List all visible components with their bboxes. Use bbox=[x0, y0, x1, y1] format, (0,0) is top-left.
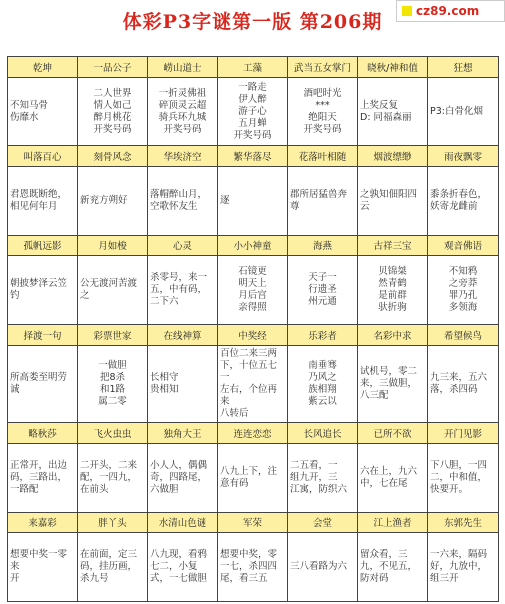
riddle-line: 想要中奖，零 bbox=[220, 549, 278, 561]
riddle-cell bbox=[78, 345, 148, 423]
riddle-line: 月后宫 bbox=[238, 290, 267, 301]
riddle-cell bbox=[148, 345, 218, 423]
riddle-line: 朝披梦泽云笠 bbox=[10, 278, 68, 289]
riddle-cell bbox=[78, 256, 148, 325]
riddle-line: 在前头 bbox=[80, 483, 109, 495]
riddle-line: 明天上 bbox=[238, 278, 267, 289]
riddle-line: 石镜更 bbox=[238, 266, 267, 277]
riddle-line: 组九开，三 bbox=[290, 471, 338, 483]
riddle-cell bbox=[8, 77, 78, 146]
riddle-row bbox=[8, 167, 499, 236]
riddle-line: 之旁莽 bbox=[448, 278, 478, 289]
riddle-line: 所高娄至明劳 bbox=[10, 371, 68, 383]
riddle-line: 不知马骨 bbox=[10, 99, 49, 111]
author-name: 来嘉彩 bbox=[8, 512, 78, 533]
riddle-line: 二下六 bbox=[150, 296, 179, 307]
author-name: 择渡一句 bbox=[8, 324, 78, 345]
author-row bbox=[8, 512, 499, 533]
riddle-line: 开奖号码 bbox=[233, 129, 272, 141]
riddle-line: 正常开，出边 bbox=[10, 459, 68, 471]
riddle-cell bbox=[8, 345, 78, 423]
riddle-line: 黍条折春色， bbox=[430, 188, 488, 200]
riddle-cell bbox=[218, 345, 288, 423]
riddle-cell bbox=[428, 77, 499, 146]
author-name: 古祥三宝 bbox=[358, 235, 428, 256]
riddle-line: 下，十位五七一 bbox=[220, 359, 278, 383]
riddle-cell bbox=[288, 256, 358, 325]
riddle-line: 在前面，定三 bbox=[80, 549, 138, 561]
riddle-cell bbox=[218, 77, 288, 146]
riddle-line: 小人人，偶偶 bbox=[150, 459, 208, 471]
riddle-line: 逐 bbox=[220, 194, 230, 206]
riddle-line: 诚 bbox=[10, 383, 20, 395]
riddle-line: 把8杀 bbox=[99, 371, 126, 383]
riddle-cell bbox=[148, 167, 218, 236]
riddle-line: 相见何年月 bbox=[10, 200, 58, 212]
riddle-line: 君恩既断绝， bbox=[10, 188, 68, 200]
riddle-line: 州元通 bbox=[308, 296, 337, 307]
riddle-line: 酒吧时光 bbox=[303, 87, 342, 99]
author-name: 胖丫头 bbox=[78, 512, 148, 533]
riddle-cell bbox=[358, 256, 428, 325]
riddle-cell bbox=[358, 77, 428, 146]
riddle-line: 天子一 bbox=[308, 272, 337, 283]
riddle-line: 杀零号，来一 bbox=[150, 272, 208, 283]
site-watermark[interactable] bbox=[396, 0, 505, 22]
riddle-line: 式，一七做胆 bbox=[150, 573, 208, 585]
riddle-cell bbox=[8, 444, 78, 513]
riddle-line: 五月蝉 bbox=[238, 117, 267, 129]
riddle-line: 好，九放中， bbox=[430, 561, 488, 573]
author-name: 长风追长 bbox=[288, 423, 358, 444]
riddle-line: 钓 bbox=[10, 290, 20, 301]
riddle-line: 开奖号码 bbox=[93, 123, 132, 135]
riddle-line: 新兖方朔好 bbox=[80, 194, 128, 206]
riddle-cell bbox=[428, 256, 499, 325]
riddle-line: 之孰知佃阳四 bbox=[360, 188, 418, 200]
riddle-line: 族相翔 bbox=[308, 383, 337, 395]
riddle-grid-body bbox=[8, 57, 499, 602]
author-name: 独角大王 bbox=[148, 423, 218, 444]
riddle-line: 防对码 bbox=[360, 573, 389, 585]
riddle-line: 郡所居猛兽奔 bbox=[290, 188, 348, 200]
riddle-row bbox=[8, 533, 499, 602]
author-name: 叫落百心 bbox=[8, 146, 78, 167]
square-icon bbox=[402, 6, 412, 16]
author-name: 飞火虫虫 bbox=[78, 423, 148, 444]
riddle-line: 落，杀四码 bbox=[430, 383, 478, 395]
author-name: 开门见影 bbox=[428, 423, 499, 444]
author-row bbox=[8, 423, 499, 444]
riddle-line: P3:白骨化烟 bbox=[430, 105, 483, 117]
riddle-line: 和1路 bbox=[99, 383, 126, 395]
author-name: 会堂 bbox=[288, 512, 358, 533]
riddle-line: 八三配 bbox=[360, 389, 389, 401]
riddle-line: 行遗圣 bbox=[308, 284, 337, 295]
riddle-line: 来，三做胆， bbox=[360, 377, 418, 389]
riddle-line: 留众看，三 bbox=[360, 549, 408, 561]
riddle-line: 落帽醉山月， bbox=[150, 188, 208, 200]
riddle-line: 贵相知 bbox=[150, 383, 179, 395]
riddle-cell bbox=[148, 256, 218, 325]
riddle-row bbox=[8, 77, 499, 146]
riddle-line: 云 bbox=[360, 200, 370, 212]
author-name: 小小神童 bbox=[218, 235, 288, 256]
riddle-line: 八九上下，注 bbox=[220, 465, 278, 477]
riddle-cell bbox=[78, 533, 148, 602]
riddle-line: 游子心 bbox=[238, 105, 267, 117]
riddle-cell bbox=[428, 345, 499, 423]
riddle-cell bbox=[358, 533, 428, 602]
riddle-line: 组三开 bbox=[430, 573, 459, 585]
riddle-line: *** bbox=[315, 99, 330, 111]
riddle-line: 意有码 bbox=[220, 477, 249, 489]
riddle-line: 杀九号 bbox=[80, 573, 109, 585]
riddle-line: 百位二来三两 bbox=[220, 347, 278, 359]
riddle-cell bbox=[8, 167, 78, 236]
riddle-line: 码，挂历画， bbox=[80, 561, 138, 573]
author-name: 在线神算 bbox=[148, 324, 218, 345]
riddle-line: 五，中有码， bbox=[150, 284, 208, 295]
riddle-cell bbox=[148, 77, 218, 146]
riddle-line: 试机号，零二 bbox=[360, 365, 418, 377]
riddle-line: 下八胆，一四 bbox=[430, 459, 488, 471]
riddle-cell bbox=[218, 533, 288, 602]
riddle-line: 二人世界 bbox=[93, 87, 132, 99]
author-name: 花落叶相随 bbox=[288, 146, 358, 167]
riddle-line: 之 bbox=[80, 290, 90, 301]
author-name: 孤帆远影 bbox=[8, 235, 78, 256]
author-name: 彩票世家 bbox=[78, 324, 148, 345]
riddle-line: 尾，看三五 bbox=[220, 573, 268, 585]
riddle-line: 属二零 bbox=[98, 395, 127, 407]
riddle-line: 码，三路出， bbox=[10, 471, 68, 483]
riddle-cell bbox=[78, 77, 148, 146]
riddle-line: 开奖号码 bbox=[303, 123, 342, 135]
riddle-line: 一路配 bbox=[10, 483, 39, 495]
riddle-grid bbox=[7, 56, 499, 602]
riddle-line: 想要中奖一零 bbox=[10, 549, 68, 561]
riddle-line: 紫云以 bbox=[308, 395, 337, 407]
author-name: 名彩中求 bbox=[358, 324, 428, 345]
riddle-line: 开奖号码 bbox=[163, 123, 202, 135]
riddle-line: 不知鸦 bbox=[448, 266, 478, 277]
riddle-line: 亲得照 bbox=[238, 302, 267, 313]
riddle-line: 尊 bbox=[290, 200, 300, 212]
author-name: 一品公子 bbox=[78, 57, 148, 78]
riddle-line: 贝锦桀 bbox=[378, 266, 407, 277]
author-name: 华埃济空 bbox=[148, 146, 218, 167]
riddle-line: 八九现，看鸦 bbox=[150, 549, 208, 561]
riddle-line: 一路走 bbox=[238, 81, 267, 93]
page-title: 体彩P3字谜第一版 第206期 bbox=[122, 11, 383, 33]
author-name: 江上渔者 bbox=[358, 512, 428, 533]
riddle-line: 一六来，隔码 bbox=[430, 549, 488, 561]
riddle-row bbox=[8, 256, 499, 325]
riddle-line: 三八看路为六 bbox=[290, 561, 348, 573]
riddle-line: 八转后 bbox=[220, 407, 249, 419]
author-name: 雨夜飘零 bbox=[428, 146, 499, 167]
riddle-cell bbox=[358, 444, 428, 513]
riddle-line: 空歌怀友生 bbox=[150, 200, 198, 212]
riddle-cell bbox=[428, 167, 499, 236]
author-name: 连连恋恋 bbox=[218, 423, 288, 444]
riddle-cell bbox=[78, 444, 148, 513]
riddle-line: 驮折驹 bbox=[378, 302, 407, 313]
riddle-line: 长相守 bbox=[150, 371, 179, 383]
riddle-line: 七二，小复 bbox=[150, 561, 198, 573]
riddle-line: 二开头，二来 bbox=[80, 459, 138, 471]
author-name: 军荣 bbox=[218, 512, 288, 533]
riddle-line: 配，一四九， bbox=[80, 471, 138, 483]
riddle-line: 乃风之 bbox=[308, 371, 337, 383]
riddle-line: 中，七在尾 bbox=[360, 477, 408, 489]
riddle-line: 九，不见五， bbox=[360, 561, 418, 573]
author-name: 工藻 bbox=[218, 57, 288, 78]
riddle-cell bbox=[218, 167, 288, 236]
riddle-line: 伊人醉 bbox=[238, 93, 267, 105]
author-name: 观音佛语 bbox=[428, 235, 499, 256]
riddle-line: 多领海 bbox=[448, 302, 478, 313]
riddle-cell bbox=[8, 533, 78, 602]
riddle-line: 六做胆 bbox=[150, 483, 179, 495]
author-name: 希望候鸟 bbox=[428, 324, 499, 345]
riddle-cell bbox=[288, 533, 358, 602]
author-name: 月如梭 bbox=[78, 235, 148, 256]
riddle-line: 快要开。 bbox=[430, 483, 469, 495]
riddle-line: 二五看，一 bbox=[290, 459, 338, 471]
author-name: 水清山色谜 bbox=[148, 512, 218, 533]
author-row bbox=[8, 146, 499, 167]
riddle-cell bbox=[218, 444, 288, 513]
riddle-line: 江寓，防织六 bbox=[290, 483, 348, 495]
riddle-cell bbox=[428, 444, 499, 513]
author-name: 乾坤 bbox=[8, 57, 78, 78]
author-name: 海燕 bbox=[288, 235, 358, 256]
author-name: 刻骨风念 bbox=[78, 146, 148, 167]
riddle-line: 一折灵佛祖 bbox=[158, 87, 207, 99]
author-name: 武当五女掌门 bbox=[288, 57, 358, 78]
riddle-line: 碎顶灵云超 bbox=[158, 99, 207, 111]
riddle-cell bbox=[148, 444, 218, 513]
riddle-line: 公无渡河苦渡 bbox=[80, 278, 138, 289]
riddle-line: 奇，四路尾， bbox=[150, 471, 208, 483]
riddle-row bbox=[8, 444, 499, 513]
riddle-line: 上奖反复 bbox=[360, 99, 399, 111]
riddle-line: 一做胆 bbox=[98, 359, 127, 371]
riddle-cell bbox=[288, 77, 358, 146]
author-row bbox=[8, 57, 499, 78]
riddle-line: 左右，个位再来 bbox=[220, 383, 278, 407]
author-name: 中奖经 bbox=[218, 324, 288, 345]
riddle-cell bbox=[288, 167, 358, 236]
riddle-cell bbox=[288, 345, 358, 423]
riddle-line: 来 bbox=[10, 561, 20, 573]
riddle-line: 情人如己 bbox=[93, 99, 132, 111]
author-name: 烟波缥缈 bbox=[358, 146, 428, 167]
author-name: 东郭先生 bbox=[428, 512, 499, 533]
riddle-cell bbox=[8, 256, 78, 325]
riddle-line: 南垂骞 bbox=[308, 359, 337, 371]
riddle-line: 开 bbox=[10, 573, 20, 585]
author-name: 略秋莎 bbox=[8, 423, 78, 444]
author-name: 已所不欲 bbox=[358, 423, 428, 444]
watermark-text: cz89.com bbox=[416, 4, 480, 18]
author-row bbox=[8, 235, 499, 256]
riddle-line: 是前群 bbox=[378, 290, 407, 301]
riddle-line: 一七，杀四四 bbox=[220, 561, 278, 573]
riddle-row bbox=[8, 345, 499, 423]
riddle-cell bbox=[288, 444, 358, 513]
riddle-cell bbox=[428, 533, 499, 602]
author-name: 心灵 bbox=[148, 235, 218, 256]
riddle-line: 六在上，九六 bbox=[360, 465, 418, 477]
riddle-cell bbox=[78, 167, 148, 236]
riddle-line: 罪乃孔 bbox=[448, 290, 478, 301]
riddle-line: 九三来，五六 bbox=[430, 371, 488, 383]
riddle-line: 然青鹤 bbox=[378, 278, 407, 289]
riddle-line: D: 同福森丽 bbox=[360, 111, 412, 123]
riddle-line: 伤靡水 bbox=[10, 111, 39, 123]
riddle-cell bbox=[358, 345, 428, 423]
riddle-line: 醉月桃花 bbox=[93, 111, 132, 123]
author-name: 崂山道士 bbox=[148, 57, 218, 78]
riddle-cell bbox=[358, 167, 428, 236]
riddle-line: 骑兵环九城 bbox=[158, 111, 207, 123]
riddle-cell bbox=[148, 533, 218, 602]
riddle-cell bbox=[218, 256, 288, 325]
riddle-line: 妖寄龙雌前 bbox=[430, 200, 478, 212]
author-name: 繁华落尽 bbox=[218, 146, 288, 167]
author-row bbox=[8, 324, 499, 345]
author-name: 晓秋/神和值 bbox=[358, 57, 428, 78]
author-name: 乐彩者 bbox=[288, 324, 358, 345]
author-name: 狂想 bbox=[428, 57, 499, 78]
riddle-line: 二，中和值， bbox=[430, 471, 488, 483]
riddle-line: 绝阳天 bbox=[308, 111, 337, 123]
